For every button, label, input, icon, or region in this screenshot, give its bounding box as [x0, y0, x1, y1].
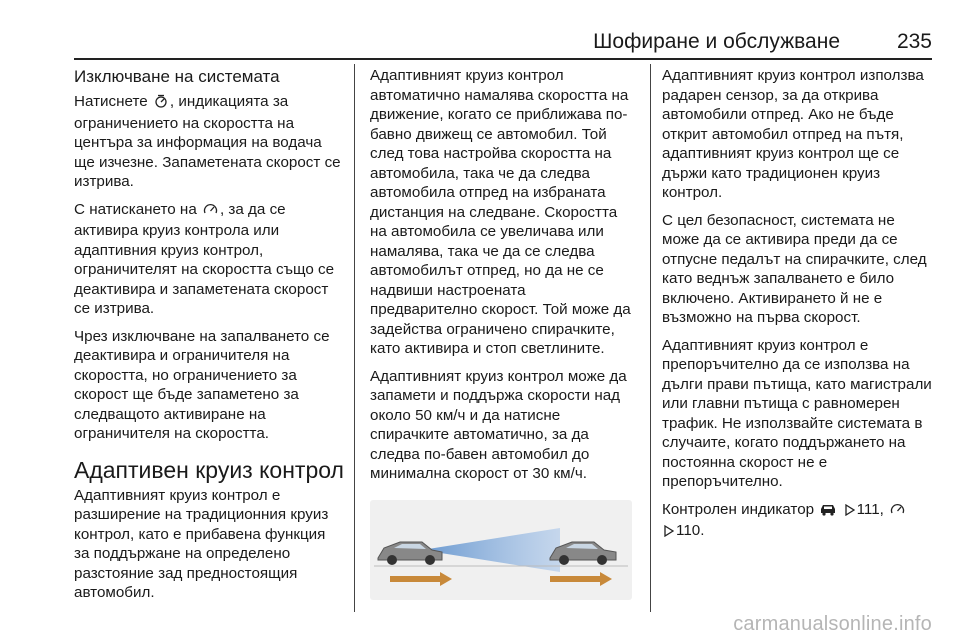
paragraph: Чрез изключване на запалването се деактивира и ограничителя на скоростта, но ограничението за скорост ще бъде запаметено за следващото активиране на ограничителя на скоростта.	[74, 327, 330, 442]
paragraph	[74, 92, 344, 192]
paragraph: Контролен индикатор 111, 110.	[662, 500, 932, 543]
page-number: 235	[896, 30, 932, 53]
column-divider	[650, 64, 651, 612]
text: , за да се активира круиз контрола или адаптивния круиз контрол, ограничителят на скоростта също се деактивира и запаметената скорост се изтрива.	[74, 200, 335, 317]
page-title: Шофиране и обслужване	[593, 30, 840, 53]
section-heading-disable: Изключване на системата	[74, 67, 280, 86]
cruise-control-icon	[890, 502, 905, 522]
paragraph: Адаптивният круиз контрол използва радарен сензор, за да открива автомобили отпред. Ако не бъде открит автомобил отпред на пътя, адаптивният круиз контрол ще се държи като традиционен круиз контрол.	[662, 67, 924, 201]
paragraph: Адаптивният круиз контрол може да запамети и поддържа скорости над около 50 км/ч и да натисне спирачките автоматично, за да следва по-бавен автомобил до минимална скорост от 30 км/ч.	[370, 367, 627, 482]
watermark: carmanualsonline.info	[733, 613, 932, 635]
acc-illustration	[370, 500, 632, 600]
column-1	[74, 66, 344, 611]
paragraph	[74, 200, 344, 319]
text: , индикацията за ограничението на скоростта на центъра за информация на водача ще изчезне. Запаметената скорост се изтрива.	[74, 93, 341, 190]
page-reference-icon[interactable]	[845, 502, 855, 522]
text: Контролен индикатор	[662, 500, 819, 518]
paragraph: Адаптивният круиз контрол автоматично намалява скоростта на движение, когато се приближава по-бавно движещ се автомобил. Той след това настройва скоростта на автомобила, така че да следва автомобила отпред на избраната дистанция на следване. Скоростта на автомобила се увеличава или намалява, така че да се следва автомобилът отпред, но да не се надвиши настроената предварително скорост. Той може да задейства ограничено спирачките, като активира и стоп светлините.	[370, 67, 631, 357]
page-reference-icon[interactable]	[664, 523, 674, 543]
speed-limiter-icon	[154, 94, 168, 114]
text: Натиснете	[74, 93, 152, 110]
column-3	[662, 66, 932, 551]
paragraph: С цел безопасност, системата не може да се активира преди да се отпусне педалът на спирачките, след като веднъж запалването е било включено. Активирането й не е възможно на първа скорост.	[662, 211, 927, 326]
paragraph: Адаптивният круиз контрол е препоръчително да се използва на дълги прави пътища, като магистрали или главни пътища с равномерен трафик. Не използвайте системата в случаите, когато поддържането на постоянна скорост не е препоръчително.	[662, 336, 932, 490]
page-header	[74, 18, 932, 60]
text: С натискането на	[74, 200, 201, 218]
paragraph: Адаптивният круиз контрол е разширение на традиционния круиз контрол, като е прибавена функция за поддържане на определено разстояние зад предностоящия автомобил.	[74, 486, 329, 601]
cruise-control-icon	[203, 202, 218, 222]
vehicle-ahead-icon	[820, 502, 836, 522]
section-heading-acc: Адаптивен круиз контрол	[74, 456, 344, 483]
column-divider	[354, 64, 355, 612]
page-reference[interactable]: 110	[676, 522, 701, 539]
page-reference[interactable]: 111	[856, 500, 880, 518]
column-2	[370, 66, 636, 600]
